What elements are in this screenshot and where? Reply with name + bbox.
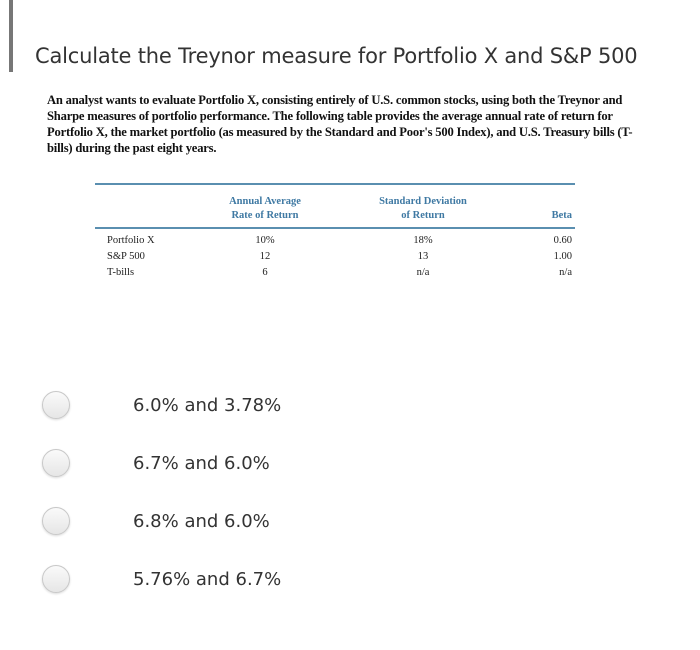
header-sd-line1: Standard Deviation [379,196,467,207]
table-cell-sd: 18% [413,235,433,246]
table-cell-beta: n/a [559,267,572,278]
question-title: Calculate the Treynor measure for Portfolio X and S&P 500 [35,44,638,68]
header-return-line1: Annual Average [229,196,301,207]
answer-option[interactable] [42,506,270,536]
header-return [205,195,325,223]
answer-option-label: 6.8% and 6.0% [133,510,270,532]
table-cell-name: S&P 500 [107,251,145,262]
table-cell-beta: 0.60 [553,235,572,246]
table-cell-return: 10% [255,235,275,246]
table-cell-name: T-bills [107,267,135,278]
table-cell-name: Portfolio X [107,235,155,246]
header-return-line2: Rate of Return [231,210,299,221]
answer-option-label: 6.7% and 6.0% [133,452,270,474]
left-accent-bar [9,0,13,72]
table-top-rule [95,183,575,185]
radio-button[interactable] [42,565,70,593]
header-sd [353,195,493,223]
answer-option-label: 6.0% and 3.78% [133,394,282,416]
table-cell-return: 12 [259,251,271,262]
answer-option[interactable] [42,390,282,420]
answer-option[interactable] [42,448,270,478]
radio-button[interactable] [42,507,70,535]
radio-button[interactable] [42,449,70,477]
header-beta: Beta [551,210,572,221]
question-paragraph: An analyst wants to evaluate Portfolio X, consisting entirely of U.S. common stocks, using both the Treynor and Sharpe measures of portfolio performance. The following table provides the average annual rate of return for Portfolio X, the market portfolio (as measured by the Standard and Poor's 500 Index), and U.S. Treasury bills (T-bills) during the past eight years. [47,93,633,155]
table-cell-return: 6 [262,267,268,278]
header-sd-line2: of Return [401,210,445,221]
table-cell-sd: 13 [417,251,429,262]
radio-button[interactable] [42,391,70,419]
answer-option[interactable] [42,564,282,594]
table-cell-beta: 1.00 [553,251,572,262]
table-header-rule [95,227,575,229]
answer-option-label: 5.76% and 6.7% [133,568,282,590]
table-cell-sd: n/a [416,267,430,278]
